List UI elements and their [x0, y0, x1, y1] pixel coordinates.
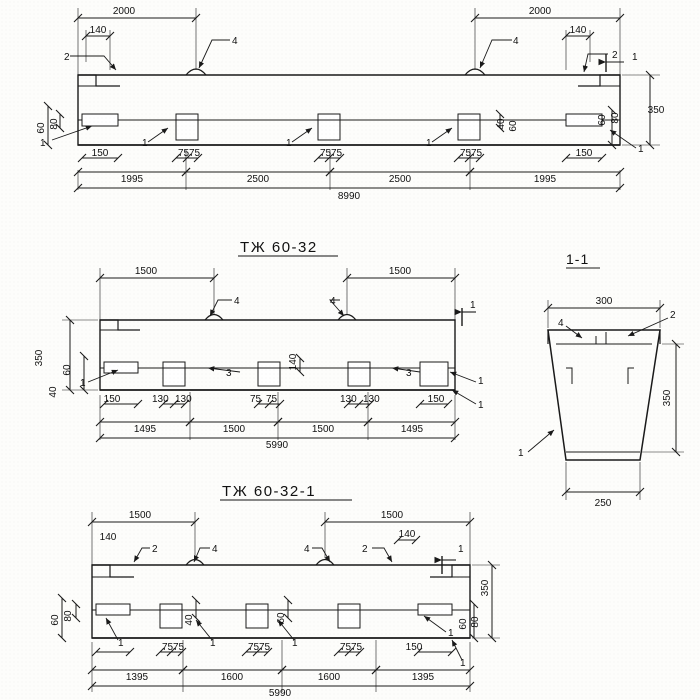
v3-callout-2a: 2: [152, 544, 158, 555]
v3-callout-1f: 1: [458, 544, 464, 555]
v3-dim-75-c: 75: [248, 642, 260, 653]
v3-dim-140-r: 140: [398, 529, 416, 540]
dim-2000-right: 2000: [528, 6, 552, 17]
v2-callout-1a: 1: [470, 300, 476, 311]
v2-callout-4a: 4: [234, 296, 240, 307]
callout-1-v1d: 1: [426, 138, 432, 149]
v3-callout-2b: 2: [362, 544, 368, 555]
v2-callout-1c: 1: [478, 400, 484, 411]
v3-dim-75-b: 75: [173, 642, 185, 653]
v2-dim-1495-left: 1495: [133, 424, 157, 435]
dim-150-left: 150: [91, 148, 109, 159]
v2-callout-1d: 1: [80, 378, 86, 389]
section-title: 1-1: [566, 251, 590, 267]
v2-dim-140: 140: [288, 353, 299, 371]
v2-callout-3b: 3: [406, 368, 412, 379]
v3-callout-1c: 1: [292, 638, 298, 649]
dim-overall-8990: 8990: [337, 191, 361, 202]
callout-1-v1c: 1: [286, 138, 292, 149]
dim-150-right: 150: [575, 148, 593, 159]
v2-callout-1b: 1: [478, 376, 484, 387]
v2-dim-150-l: 150: [103, 394, 121, 405]
dim-75-f: 75: [471, 148, 483, 159]
v2-dim-75-a: 75: [250, 394, 262, 405]
dim-2500-b: 2500: [388, 174, 412, 185]
v3-dim-1600-a: 1600: [220, 672, 244, 683]
dim-1995-left: 1995: [120, 174, 144, 185]
dim-75-d: 75: [331, 148, 343, 159]
view-1-title: ТЖ 60-32: [240, 239, 318, 256]
v2-dim-1500-a: 1500: [222, 424, 246, 435]
v3-dim-60c: 60: [276, 612, 287, 624]
view-3-elevation: [62, 512, 500, 692]
v3-dim-80b: 80: [470, 616, 481, 628]
v2-dim-130-a: 130: [152, 394, 169, 405]
v2-dim-130-b: 130: [175, 394, 192, 405]
v2-dim-1500-b: 1500: [311, 424, 335, 435]
dim-60-v1: 60: [36, 122, 47, 134]
view-1-elevation: [48, 8, 660, 190]
v3-dim-1500-right: 1500: [380, 510, 404, 521]
v2-callout-4b: 4: [330, 296, 336, 307]
v2-dim-60: 60: [62, 364, 73, 376]
callout-2-v1r: 2: [612, 50, 618, 61]
dim-75-e: 75: [460, 148, 472, 159]
v3-dim-overall: 5990: [268, 688, 292, 699]
v2-dim-overall: 5990: [265, 440, 289, 451]
callout-1-v1a: 1: [40, 138, 46, 149]
v3-dim-1500-left: 1500: [128, 510, 152, 521]
view-2-title: ТЖ 60-32-1: [222, 483, 317, 500]
v2-dim-75-b: 75: [266, 394, 278, 405]
v2-dim-150-r: 150: [427, 394, 445, 405]
dim-60-v1b: 60: [597, 114, 608, 126]
v3-callout-4b: 4: [304, 544, 310, 555]
v3-callout-4a: 4: [212, 544, 218, 555]
v3-dim-1395-left: 1395: [125, 672, 149, 683]
v3-dim-60b: 60: [458, 618, 469, 630]
v3-dim-60a: 60: [50, 614, 61, 626]
v2-callout-3a: 3: [226, 368, 232, 379]
v3-dim-80a: 80: [63, 610, 74, 622]
v3-callout-1a: 1: [118, 638, 124, 649]
sec-callout-4: 4: [558, 318, 564, 329]
sec-dim-250: 250: [594, 498, 612, 509]
callout-1-v1e: 1: [638, 144, 644, 155]
callout-4-v1l: 4: [232, 36, 238, 47]
dim-75-a: 75: [178, 148, 190, 159]
callout-2-v1l: 2: [64, 52, 70, 63]
v3-callout-1b: 1: [210, 638, 216, 649]
v2-dim-1500-right: 1500: [388, 266, 412, 277]
v3-dim-150: 150: [405, 642, 423, 653]
v3-dim-140-l: 140: [99, 532, 117, 543]
dim-60-v1c: 60: [508, 120, 519, 132]
v3-dim-1600-b: 1600: [317, 672, 341, 683]
v3-dim-75-f: 75: [351, 642, 363, 653]
dim-140-right: 140: [569, 25, 587, 36]
v3-dim-40: 40: [184, 614, 195, 626]
dim-80-v1: 80: [49, 118, 60, 130]
dim-40-v1: 40: [496, 118, 507, 130]
v2-dim-130-d: 130: [363, 394, 380, 405]
dim-140-left: 140: [89, 25, 107, 36]
sec-callout-2: 2: [670, 310, 676, 321]
dim-2000-left: 2000: [112, 6, 136, 17]
v3-dim-75-e: 75: [340, 642, 352, 653]
v2-dim-1495-right: 1495: [400, 424, 424, 435]
v3-dim-350: 350: [480, 579, 491, 597]
dim-75-b: 75: [189, 148, 201, 159]
callout-4-v1r: 4: [513, 36, 519, 47]
dim-2500-a: 2500: [246, 174, 270, 185]
sec-callout-1a: 1: [518, 448, 524, 459]
dim-80-v1b: 80: [610, 112, 621, 124]
dim-1995-right: 1995: [533, 174, 557, 185]
v2-dim-1500-left: 1500: [134, 266, 158, 277]
sec-dim-350: 350: [662, 389, 673, 407]
v2-dim-40: 40: [48, 386, 59, 398]
view-2-elevation: [62, 268, 476, 440]
v3-dim-1395-right: 1395: [411, 672, 435, 683]
v2-dim-350: 350: [34, 349, 45, 367]
v3-dim-75-a: 75: [162, 642, 174, 653]
v2-dim-130-c: 130: [340, 394, 357, 405]
callout-1-v1f: 1: [632, 52, 638, 63]
dim-75-c: 75: [320, 148, 332, 159]
v3-callout-1e: 1: [460, 658, 466, 669]
v3-dim-75-d: 75: [259, 642, 271, 653]
callout-1-v1b: 1: [142, 138, 148, 149]
sec-dim-300: 300: [595, 296, 613, 307]
dim-350-view1: 350: [647, 105, 665, 116]
v3-callout-1d: 1: [448, 628, 454, 639]
